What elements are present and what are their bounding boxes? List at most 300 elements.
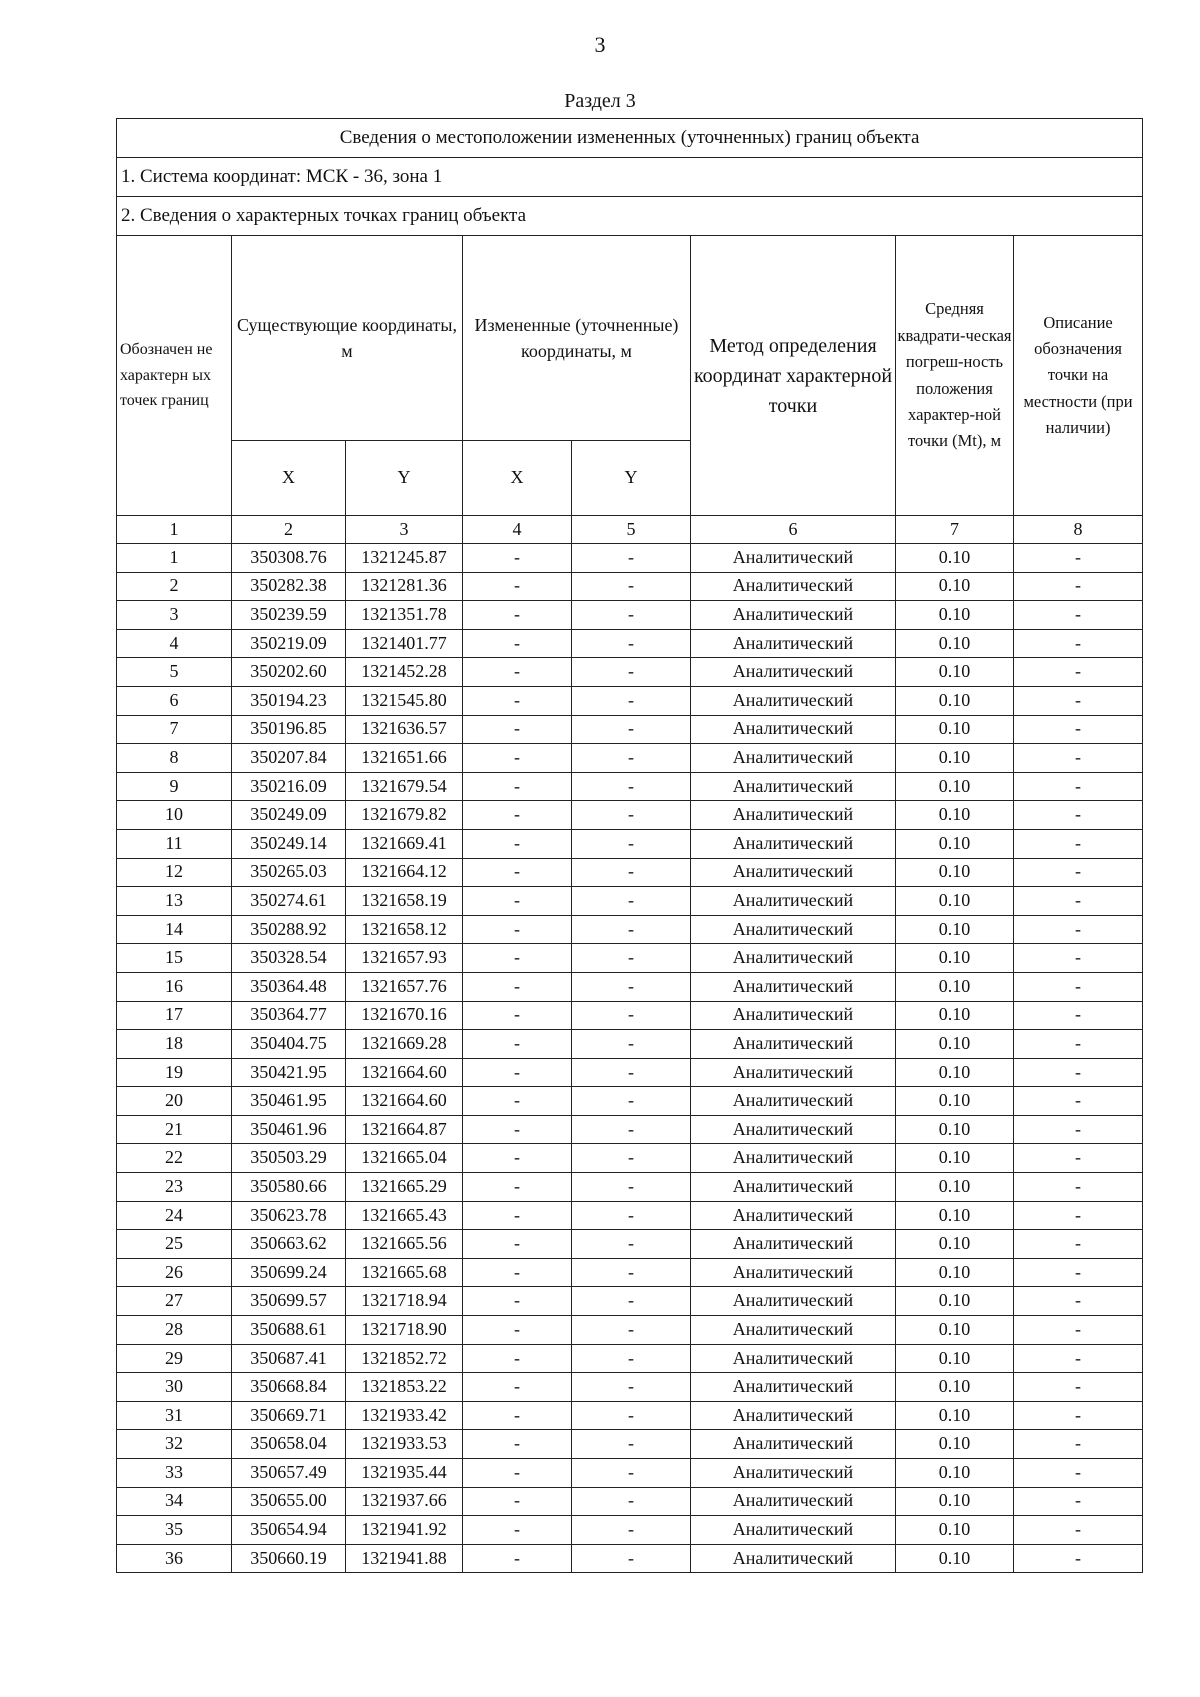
cell-mean-square-error: 0.10 bbox=[896, 1087, 1014, 1116]
column-number: 7 bbox=[896, 516, 1014, 544]
table-row bbox=[117, 629, 1143, 658]
cell-changed-y: - bbox=[572, 715, 691, 744]
table-title: Сведения о местоположении измененных (уточненных) границ объекта bbox=[117, 119, 1143, 158]
header-mean-square-error: Средняя квадрати-ческая погреш-ность положения характер-ной точки (Mt), м bbox=[896, 236, 1014, 516]
cell-changed-x: - bbox=[463, 1401, 572, 1430]
table-row bbox=[117, 1430, 1143, 1459]
cell-changed-x: - bbox=[463, 1230, 572, 1259]
cell-changed-x: - bbox=[463, 1459, 572, 1488]
cell-point-number: 12 bbox=[117, 858, 232, 887]
cell-mean-square-error: 0.10 bbox=[896, 887, 1014, 916]
cell-mean-square-error: 0.10 bbox=[896, 944, 1014, 973]
cell-changed-y: - bbox=[572, 1373, 691, 1402]
cell-existing-y: 1321941.92 bbox=[346, 1516, 463, 1545]
table-row bbox=[117, 829, 1143, 858]
cell-point-number: 24 bbox=[117, 1201, 232, 1230]
cell-point-number: 25 bbox=[117, 1230, 232, 1259]
cell-point-number: 22 bbox=[117, 1144, 232, 1173]
column-number: 2 bbox=[232, 516, 346, 544]
cell-changed-x: - bbox=[463, 658, 572, 687]
cell-mean-square-error: 0.10 bbox=[896, 1373, 1014, 1402]
cell-existing-y: 1321664.60 bbox=[346, 1087, 463, 1116]
cell-changed-x: - bbox=[463, 1001, 572, 1030]
coordinate-system: 1. Система координат: МСК - 36, зона 1 bbox=[117, 158, 1143, 197]
cell-description: - bbox=[1014, 1401, 1143, 1430]
cell-changed-y: - bbox=[572, 1316, 691, 1345]
cell-changed-x: - bbox=[463, 801, 572, 830]
cell-changed-y: - bbox=[572, 1144, 691, 1173]
cell-changed-x: - bbox=[463, 715, 572, 744]
cell-changed-x: - bbox=[463, 972, 572, 1001]
column-number: 6 bbox=[691, 516, 896, 544]
header-existing-x: X bbox=[232, 441, 346, 516]
cell-changed-y: - bbox=[572, 772, 691, 801]
cell-method: Аналитический bbox=[691, 1544, 896, 1573]
cell-changed-x: - bbox=[463, 887, 572, 916]
table-row bbox=[117, 1344, 1143, 1373]
table-row bbox=[117, 1258, 1143, 1287]
cell-mean-square-error: 0.10 bbox=[896, 915, 1014, 944]
cell-changed-y: - bbox=[572, 1030, 691, 1059]
column-number: 8 bbox=[1014, 516, 1143, 544]
cell-existing-y: 1321665.56 bbox=[346, 1230, 463, 1259]
table-row bbox=[117, 1516, 1143, 1545]
cell-changed-y: - bbox=[572, 686, 691, 715]
cell-mean-square-error: 0.10 bbox=[896, 1144, 1014, 1173]
cell-existing-x: 350663.62 bbox=[232, 1230, 346, 1259]
cell-description: - bbox=[1014, 1544, 1143, 1573]
cell-mean-square-error: 0.10 bbox=[896, 715, 1014, 744]
cell-description: - bbox=[1014, 801, 1143, 830]
table-row bbox=[117, 572, 1143, 601]
cell-changed-y: - bbox=[572, 1544, 691, 1573]
section-label: Раздел 3 bbox=[564, 90, 636, 112]
cell-mean-square-error: 0.10 bbox=[896, 601, 1014, 630]
boundary-points-table bbox=[116, 118, 1143, 1573]
cell-changed-y: - bbox=[572, 1230, 691, 1259]
cell-point-number: 10 bbox=[117, 801, 232, 830]
cell-existing-x: 350364.77 bbox=[232, 1001, 346, 1030]
cell-existing-y: 1321665.29 bbox=[346, 1173, 463, 1202]
cell-changed-y: - bbox=[572, 1401, 691, 1430]
cell-point-number: 11 bbox=[117, 829, 232, 858]
cell-mean-square-error: 0.10 bbox=[896, 544, 1014, 573]
cell-method: Аналитический bbox=[691, 972, 896, 1001]
cell-changed-x: - bbox=[463, 772, 572, 801]
cell-method: Аналитический bbox=[691, 572, 896, 601]
cell-changed-y: - bbox=[572, 944, 691, 973]
cell-description: - bbox=[1014, 1144, 1143, 1173]
cell-point-number: 8 bbox=[117, 744, 232, 773]
cell-description: - bbox=[1014, 1030, 1143, 1059]
cell-mean-square-error: 0.10 bbox=[896, 629, 1014, 658]
cell-existing-y: 1321664.87 bbox=[346, 1115, 463, 1144]
cell-existing-x: 350623.78 bbox=[232, 1201, 346, 1230]
cell-changed-x: - bbox=[463, 829, 572, 858]
cell-existing-x: 350288.92 bbox=[232, 915, 346, 944]
cell-method: Аналитический bbox=[691, 1087, 896, 1116]
cell-changed-y: - bbox=[572, 572, 691, 601]
cell-point-number: 29 bbox=[117, 1344, 232, 1373]
cell-changed-y: - bbox=[572, 601, 691, 630]
cell-mean-square-error: 0.10 bbox=[896, 1316, 1014, 1345]
cell-existing-y: 1321935.44 bbox=[346, 1459, 463, 1488]
cell-point-number: 16 bbox=[117, 972, 232, 1001]
cell-changed-y: - bbox=[572, 1287, 691, 1316]
table-row bbox=[117, 1087, 1143, 1116]
cell-existing-y: 1321664.12 bbox=[346, 858, 463, 887]
cell-method: Аналитический bbox=[691, 1430, 896, 1459]
cell-existing-x: 350421.95 bbox=[232, 1058, 346, 1087]
cell-existing-x: 350404.75 bbox=[232, 1030, 346, 1059]
cell-description: - bbox=[1014, 1373, 1143, 1402]
column-number: 5 bbox=[572, 516, 691, 544]
cell-description: - bbox=[1014, 1516, 1143, 1545]
cell-point-number: 19 bbox=[117, 1058, 232, 1087]
cell-existing-y: 1321853.22 bbox=[346, 1373, 463, 1402]
cell-method: Аналитический bbox=[691, 1344, 896, 1373]
cell-method: Аналитический bbox=[691, 772, 896, 801]
cell-description: - bbox=[1014, 944, 1143, 973]
cell-existing-x: 350654.94 bbox=[232, 1516, 346, 1545]
cell-existing-y: 1321665.43 bbox=[346, 1201, 463, 1230]
table-row bbox=[117, 1173, 1143, 1202]
cell-changed-x: - bbox=[463, 1487, 572, 1516]
cell-existing-x: 350668.84 bbox=[232, 1373, 346, 1402]
cell-changed-x: - bbox=[463, 1115, 572, 1144]
cell-mean-square-error: 0.10 bbox=[896, 1516, 1014, 1545]
cell-description: - bbox=[1014, 887, 1143, 916]
cell-changed-x: - bbox=[463, 1544, 572, 1573]
cell-mean-square-error: 0.10 bbox=[896, 658, 1014, 687]
cell-mean-square-error: 0.10 bbox=[896, 686, 1014, 715]
cell-description: - bbox=[1014, 686, 1143, 715]
cell-changed-x: - bbox=[463, 1258, 572, 1287]
cell-existing-x: 350194.23 bbox=[232, 686, 346, 715]
cell-description: - bbox=[1014, 1344, 1143, 1373]
cell-description: - bbox=[1014, 1430, 1143, 1459]
table-row bbox=[117, 1001, 1143, 1030]
cell-description: - bbox=[1014, 1115, 1143, 1144]
cell-existing-x: 350219.09 bbox=[232, 629, 346, 658]
cell-changed-y: - bbox=[572, 1058, 691, 1087]
cell-mean-square-error: 0.10 bbox=[896, 744, 1014, 773]
cell-existing-x: 350308.76 bbox=[232, 544, 346, 573]
cell-existing-x: 350658.04 bbox=[232, 1430, 346, 1459]
cell-changed-x: - bbox=[463, 1344, 572, 1373]
cell-method: Аналитический bbox=[691, 744, 896, 773]
cell-description: - bbox=[1014, 1287, 1143, 1316]
cell-point-number: 36 bbox=[117, 1544, 232, 1573]
cell-changed-x: - bbox=[463, 1058, 572, 1087]
cell-changed-y: - bbox=[572, 544, 691, 573]
cell-mean-square-error: 0.10 bbox=[896, 829, 1014, 858]
cell-mean-square-error: 0.10 bbox=[896, 1344, 1014, 1373]
table-row bbox=[117, 1201, 1143, 1230]
cell-description: - bbox=[1014, 858, 1143, 887]
table-row bbox=[117, 1115, 1143, 1144]
column-numbers-row bbox=[117, 516, 1143, 544]
cell-changed-y: - bbox=[572, 887, 691, 916]
cell-existing-y: 1321669.41 bbox=[346, 829, 463, 858]
table-row bbox=[117, 744, 1143, 773]
table-row bbox=[117, 1287, 1143, 1316]
cell-existing-y: 1321718.94 bbox=[346, 1287, 463, 1316]
cell-description: - bbox=[1014, 1316, 1143, 1345]
cell-mean-square-error: 0.10 bbox=[896, 1430, 1014, 1459]
cell-existing-y: 1321651.66 bbox=[346, 744, 463, 773]
cell-existing-y: 1321351.78 bbox=[346, 601, 463, 630]
cell-changed-y: - bbox=[572, 972, 691, 1001]
cell-existing-x: 350239.59 bbox=[232, 601, 346, 630]
cell-changed-x: - bbox=[463, 1373, 572, 1402]
cell-description: - bbox=[1014, 715, 1143, 744]
table-row bbox=[117, 686, 1143, 715]
header-designation: Обозначен не характерн ых точек границ bbox=[117, 236, 232, 516]
cell-existing-x: 350461.96 bbox=[232, 1115, 346, 1144]
table-row bbox=[117, 887, 1143, 916]
cell-method: Аналитический bbox=[691, 915, 896, 944]
table-row bbox=[117, 1373, 1143, 1402]
cell-existing-x: 350687.41 bbox=[232, 1344, 346, 1373]
cell-existing-x: 350503.29 bbox=[232, 1144, 346, 1173]
cell-point-number: 30 bbox=[117, 1373, 232, 1402]
cell-changed-x: - bbox=[463, 744, 572, 773]
cell-changed-y: - bbox=[572, 829, 691, 858]
cell-description: - bbox=[1014, 629, 1143, 658]
cell-existing-x: 350202.60 bbox=[232, 658, 346, 687]
cell-changed-y: - bbox=[572, 1487, 691, 1516]
cell-method: Аналитический bbox=[691, 544, 896, 573]
cell-existing-x: 350216.09 bbox=[232, 772, 346, 801]
cell-changed-x: - bbox=[463, 1430, 572, 1459]
table-row bbox=[117, 1058, 1143, 1087]
cell-point-number: 33 bbox=[117, 1459, 232, 1488]
cell-existing-x: 350274.61 bbox=[232, 887, 346, 916]
cell-existing-y: 1321852.72 bbox=[346, 1344, 463, 1373]
cell-method: Аналитический bbox=[691, 1373, 896, 1402]
header-description: Описание обозначения точки на местности (при наличии) bbox=[1014, 236, 1143, 516]
cell-method: Аналитический bbox=[691, 1287, 896, 1316]
cell-changed-y: - bbox=[572, 1516, 691, 1545]
cell-description: - bbox=[1014, 772, 1143, 801]
cell-method: Аналитический bbox=[691, 1401, 896, 1430]
cell-changed-y: - bbox=[572, 1344, 691, 1373]
cell-method: Аналитический bbox=[691, 715, 896, 744]
cell-method: Аналитический bbox=[691, 887, 896, 916]
cell-description: - bbox=[1014, 544, 1143, 573]
cell-existing-y: 1321658.12 bbox=[346, 915, 463, 944]
table-row bbox=[117, 858, 1143, 887]
cell-method: Аналитический bbox=[691, 629, 896, 658]
cell-description: - bbox=[1014, 1459, 1143, 1488]
cell-point-number: 34 bbox=[117, 1487, 232, 1516]
cell-existing-y: 1321245.87 bbox=[346, 544, 463, 573]
cell-changed-y: - bbox=[572, 658, 691, 687]
table-row bbox=[117, 972, 1143, 1001]
cell-mean-square-error: 0.10 bbox=[896, 858, 1014, 887]
header-changed-x: X bbox=[463, 441, 572, 516]
cell-existing-y: 1321665.04 bbox=[346, 1144, 463, 1173]
cell-changed-y: - bbox=[572, 1115, 691, 1144]
cell-method: Аналитический bbox=[691, 1001, 896, 1030]
cell-mean-square-error: 0.10 bbox=[896, 1401, 1014, 1430]
header-existing-y: Y bbox=[346, 441, 463, 516]
table-row bbox=[117, 658, 1143, 687]
cell-existing-x: 350364.48 bbox=[232, 972, 346, 1001]
column-number: 1 bbox=[117, 516, 232, 544]
page-number: 3 bbox=[594, 32, 606, 57]
cell-description: - bbox=[1014, 1058, 1143, 1087]
cell-changed-x: - bbox=[463, 1087, 572, 1116]
cell-existing-y: 1321281.36 bbox=[346, 572, 463, 601]
cell-description: - bbox=[1014, 1173, 1143, 1202]
cell-method: Аналитический bbox=[691, 601, 896, 630]
cell-mean-square-error: 0.10 bbox=[896, 572, 1014, 601]
table-row bbox=[117, 1487, 1143, 1516]
cell-changed-x: - bbox=[463, 858, 572, 887]
cell-existing-x: 350580.66 bbox=[232, 1173, 346, 1202]
cell-existing-x: 350657.49 bbox=[232, 1459, 346, 1488]
cell-mean-square-error: 0.10 bbox=[896, 1058, 1014, 1087]
cell-method: Аналитический bbox=[691, 944, 896, 973]
header-method: Метод определения координат характерной точки bbox=[691, 236, 896, 516]
cell-changed-x: - bbox=[463, 944, 572, 973]
header-changed-y: Y bbox=[572, 441, 691, 516]
cell-point-number: 5 bbox=[117, 658, 232, 687]
cell-point-number: 2 bbox=[117, 572, 232, 601]
cell-point-number: 31 bbox=[117, 1401, 232, 1430]
cell-existing-x: 350249.14 bbox=[232, 829, 346, 858]
cell-existing-y: 1321933.42 bbox=[346, 1401, 463, 1430]
cell-existing-y: 1321657.93 bbox=[346, 944, 463, 973]
cell-mean-square-error: 0.10 bbox=[896, 801, 1014, 830]
cell-changed-y: - bbox=[572, 1258, 691, 1287]
cell-changed-y: - bbox=[572, 1201, 691, 1230]
cell-existing-y: 1321933.53 bbox=[346, 1430, 463, 1459]
cell-point-number: 7 bbox=[117, 715, 232, 744]
cell-mean-square-error: 0.10 bbox=[896, 1459, 1014, 1488]
table-row bbox=[117, 944, 1143, 973]
table-row bbox=[117, 801, 1143, 830]
cell-existing-y: 1321665.68 bbox=[346, 1258, 463, 1287]
table-row bbox=[117, 715, 1143, 744]
table-row bbox=[117, 1316, 1143, 1345]
cell-description: - bbox=[1014, 601, 1143, 630]
cell-existing-y: 1321679.82 bbox=[346, 801, 463, 830]
cell-mean-square-error: 0.10 bbox=[896, 1544, 1014, 1573]
column-number: 4 bbox=[463, 516, 572, 544]
table-row bbox=[117, 601, 1143, 630]
cell-method: Аналитический bbox=[691, 829, 896, 858]
cell-changed-y: - bbox=[572, 1430, 691, 1459]
table-row bbox=[117, 1230, 1143, 1259]
cell-existing-x: 350688.61 bbox=[232, 1316, 346, 1345]
cell-existing-x: 350328.54 bbox=[232, 944, 346, 973]
cell-existing-x: 350655.00 bbox=[232, 1487, 346, 1516]
cell-point-number: 1 bbox=[117, 544, 232, 573]
cell-mean-square-error: 0.10 bbox=[896, 1115, 1014, 1144]
cell-point-number: 20 bbox=[117, 1087, 232, 1116]
cell-description: - bbox=[1014, 1087, 1143, 1116]
cell-changed-x: - bbox=[463, 601, 572, 630]
cell-existing-y: 1321679.54 bbox=[346, 772, 463, 801]
cell-description: - bbox=[1014, 744, 1143, 773]
cell-existing-x: 350699.24 bbox=[232, 1258, 346, 1287]
cell-mean-square-error: 0.10 bbox=[896, 1001, 1014, 1030]
table-row bbox=[117, 772, 1143, 801]
cell-point-number: 15 bbox=[117, 944, 232, 973]
cell-existing-y: 1321452.28 bbox=[346, 658, 463, 687]
table-row bbox=[117, 544, 1143, 573]
table-row bbox=[117, 1030, 1143, 1059]
table-row bbox=[117, 1459, 1143, 1488]
cell-point-number: 9 bbox=[117, 772, 232, 801]
cell-changed-x: - bbox=[463, 1316, 572, 1345]
cell-description: - bbox=[1014, 915, 1143, 944]
cell-changed-x: - bbox=[463, 1287, 572, 1316]
cell-method: Аналитический bbox=[691, 858, 896, 887]
table-row bbox=[117, 1144, 1143, 1173]
cell-description: - bbox=[1014, 572, 1143, 601]
cell-changed-y: - bbox=[572, 1173, 691, 1202]
cell-method: Аналитический bbox=[691, 1459, 896, 1488]
cell-changed-x: - bbox=[463, 1144, 572, 1173]
cell-point-number: 27 bbox=[117, 1287, 232, 1316]
cell-method: Аналитический bbox=[691, 1516, 896, 1545]
cell-changed-y: - bbox=[572, 1087, 691, 1116]
cell-description: - bbox=[1014, 1258, 1143, 1287]
cell-changed-y: - bbox=[572, 915, 691, 944]
cell-description: - bbox=[1014, 1230, 1143, 1259]
cell-existing-x: 350207.84 bbox=[232, 744, 346, 773]
cell-point-number: 26 bbox=[117, 1258, 232, 1287]
cell-method: Аналитический bbox=[691, 1173, 896, 1202]
cell-point-number: 14 bbox=[117, 915, 232, 944]
column-number: 3 bbox=[346, 516, 463, 544]
cell-method: Аналитический bbox=[691, 1144, 896, 1173]
cell-description: - bbox=[1014, 1001, 1143, 1030]
cell-point-number: 21 bbox=[117, 1115, 232, 1144]
table-row bbox=[117, 915, 1143, 944]
cell-existing-y: 1321658.19 bbox=[346, 887, 463, 916]
cell-existing-x: 350699.57 bbox=[232, 1287, 346, 1316]
cell-changed-x: - bbox=[463, 629, 572, 658]
cell-changed-x: - bbox=[463, 1201, 572, 1230]
cell-point-number: 18 bbox=[117, 1030, 232, 1059]
cell-changed-x: - bbox=[463, 1173, 572, 1202]
cell-method: Аналитический bbox=[691, 1030, 896, 1059]
cell-changed-y: - bbox=[572, 801, 691, 830]
cell-changed-x: - bbox=[463, 915, 572, 944]
cell-existing-y: 1321636.57 bbox=[346, 715, 463, 744]
cell-existing-x: 350282.38 bbox=[232, 572, 346, 601]
cell-point-number: 32 bbox=[117, 1430, 232, 1459]
cell-point-number: 4 bbox=[117, 629, 232, 658]
cell-changed-x: - bbox=[463, 572, 572, 601]
cell-description: - bbox=[1014, 1201, 1143, 1230]
header-existing-coordinates: Существующие координаты, м bbox=[232, 236, 463, 441]
cell-method: Аналитический bbox=[691, 1258, 896, 1287]
cell-existing-x: 350196.85 bbox=[232, 715, 346, 744]
cell-changed-y: - bbox=[572, 744, 691, 773]
cell-method: Аналитический bbox=[691, 801, 896, 830]
points-heading: 2. Сведения о характерных точках границ объекта bbox=[117, 197, 1143, 236]
cell-method: Аналитический bbox=[691, 658, 896, 687]
cell-description: - bbox=[1014, 658, 1143, 687]
cell-mean-square-error: 0.10 bbox=[896, 1287, 1014, 1316]
cell-description: - bbox=[1014, 972, 1143, 1001]
